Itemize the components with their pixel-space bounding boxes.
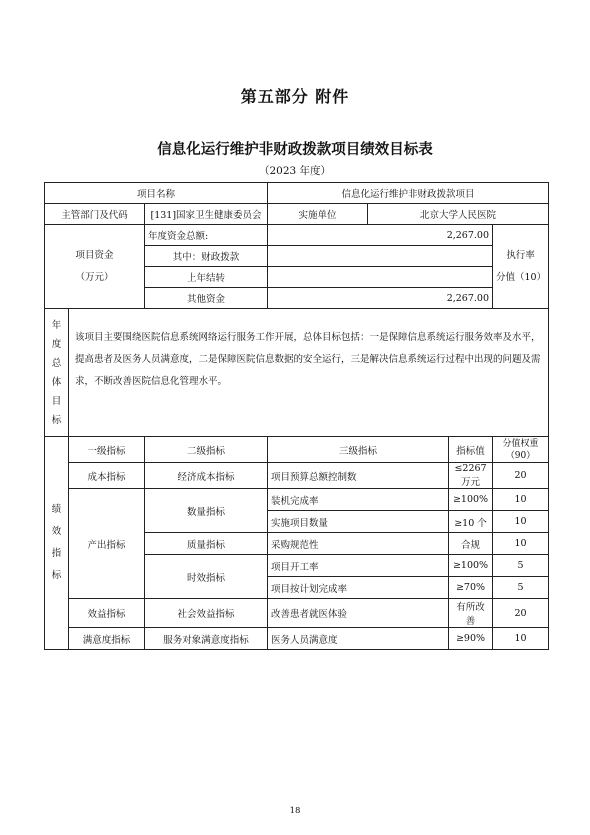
indicator-value: ≥90% bbox=[449, 628, 493, 650]
funds-carryover-label: 上年结转 bbox=[145, 267, 268, 288]
header-level3: 三级指标 bbox=[268, 437, 449, 463]
header-level2: 二级指标 bbox=[145, 437, 268, 463]
annual-target-label-text: 年度总体目标 bbox=[51, 319, 62, 426]
indicator-value: ≥100% bbox=[449, 489, 493, 511]
level2-quantity: 数量指标 bbox=[145, 489, 268, 533]
row-performance-header bbox=[45, 437, 549, 463]
level2-service-satisfaction: 服务对象满意度指标 bbox=[145, 628, 268, 650]
level1-cost: 成本指标 bbox=[69, 463, 145, 489]
table-row bbox=[45, 463, 549, 489]
level2-economic-cost: 经济成本指标 bbox=[145, 463, 268, 489]
funds-carryover-value bbox=[268, 267, 493, 288]
indicator-score: 10 bbox=[493, 533, 549, 555]
row-department bbox=[45, 204, 549, 225]
level3-budget-control: 项目预算总额控制数 bbox=[268, 463, 449, 489]
indicator-score: 20 bbox=[493, 599, 549, 628]
annual-target-label bbox=[45, 309, 69, 437]
funds-fiscal-label: 其中：财政拨款 bbox=[145, 246, 268, 267]
funds-fiscal-value bbox=[268, 246, 493, 267]
project-name-label: 项目名称 bbox=[45, 183, 268, 204]
indicator-score: 10 bbox=[493, 628, 549, 650]
level3-procurement-compliance: 采购规范性 bbox=[268, 533, 449, 555]
execution-rate bbox=[493, 225, 549, 309]
level2-social-benefit: 社会效益指标 bbox=[145, 599, 268, 628]
funds-other-label: 其他资金 bbox=[145, 288, 268, 309]
indicator-value: ≥70% bbox=[449, 577, 493, 599]
fiscal-year: （2023 年度） bbox=[258, 165, 332, 177]
level3-completion-rate: 项目按计划完成率 bbox=[268, 577, 449, 599]
header-indicator-value: 指标值 bbox=[449, 437, 493, 463]
indicator-value: 合规 bbox=[449, 533, 493, 555]
indicator-value: ≥100% bbox=[449, 555, 493, 577]
level1-benefit: 效益指标 bbox=[69, 599, 145, 628]
part-title: 第五部分 附件 bbox=[240, 87, 350, 106]
indicator-score: 5 bbox=[493, 555, 549, 577]
implementing-unit-label: 实施单位 bbox=[268, 204, 368, 225]
implementing-unit-value: 北京大学人民医院 bbox=[368, 204, 549, 225]
project-name-value: 信息化运行维护非财政拨款项目 bbox=[268, 183, 549, 204]
header-weight: 分值权重（90） bbox=[493, 437, 549, 463]
row-annual-target bbox=[45, 309, 549, 437]
level3-start-rate: 项目开工率 bbox=[268, 555, 449, 577]
level1-satisfaction: 满意度指标 bbox=[69, 628, 145, 650]
funds-label bbox=[45, 225, 145, 309]
funds-label-line1: 项目资金 bbox=[75, 249, 114, 261]
performance-label-text: 绩效指标 bbox=[51, 504, 62, 581]
indicator-score: 10 bbox=[493, 511, 549, 533]
row-funds-total bbox=[45, 225, 549, 246]
level2-quality: 质量指标 bbox=[145, 533, 268, 555]
funds-other-value: 2,267.00 bbox=[268, 288, 493, 309]
indicator-value: 有所改善 bbox=[449, 599, 493, 628]
page-number: 18 bbox=[289, 806, 301, 816]
indicator-value: ≥10 个 bbox=[449, 511, 493, 533]
execution-rate-score: 分值（10） bbox=[496, 271, 547, 283]
execution-rate-label: 执行率 bbox=[506, 249, 535, 261]
level3-project-count: 实施项目数量 bbox=[268, 511, 449, 533]
level3-patient-experience: 改善患者就医体验 bbox=[268, 599, 449, 628]
indicator-score: 20 bbox=[493, 463, 549, 489]
department-label: 主管部门及代码 bbox=[45, 204, 145, 225]
indicator-score: 5 bbox=[493, 577, 549, 599]
level2-timeliness: 时效指标 bbox=[145, 555, 268, 599]
funds-total-label: 年度资金总额: bbox=[145, 225, 268, 246]
indicator-value: ≤2267 万元 bbox=[449, 463, 493, 489]
row-project-name bbox=[45, 183, 549, 204]
table-row bbox=[45, 628, 549, 650]
document-title: 信息化运行维护非财政拨款项目绩效目标表 bbox=[157, 142, 433, 158]
indicator-score: 10 bbox=[493, 489, 549, 511]
funds-total-value: 2,267.00 bbox=[268, 225, 493, 246]
department-value: [131]国家卫生健康委员会 bbox=[145, 204, 268, 225]
level3-staff-satisfaction: 医务人员满意度 bbox=[268, 628, 449, 650]
level1-output: 产出指标 bbox=[69, 489, 145, 599]
funds-label-line2: （万元） bbox=[75, 271, 114, 283]
performance-label bbox=[45, 437, 69, 650]
header-level1: 一级指标 bbox=[69, 437, 145, 463]
table-row bbox=[45, 599, 549, 628]
annual-target-text: 该项目主要围绕医院信息系统网络运行服务工作开展，总体目标包括：一是保障信息系统运行服务效率及水平，提高患者及医务人员满意度，二是保障医院信息数据的安全运行，三是解决信息系统运行过程中出现的问题及需求，不断改善医院信息化管理水平。 bbox=[69, 309, 549, 437]
table-row bbox=[45, 489, 549, 511]
performance-target-table bbox=[44, 182, 549, 650]
level3-installation-rate: 装机完成率 bbox=[268, 489, 449, 511]
